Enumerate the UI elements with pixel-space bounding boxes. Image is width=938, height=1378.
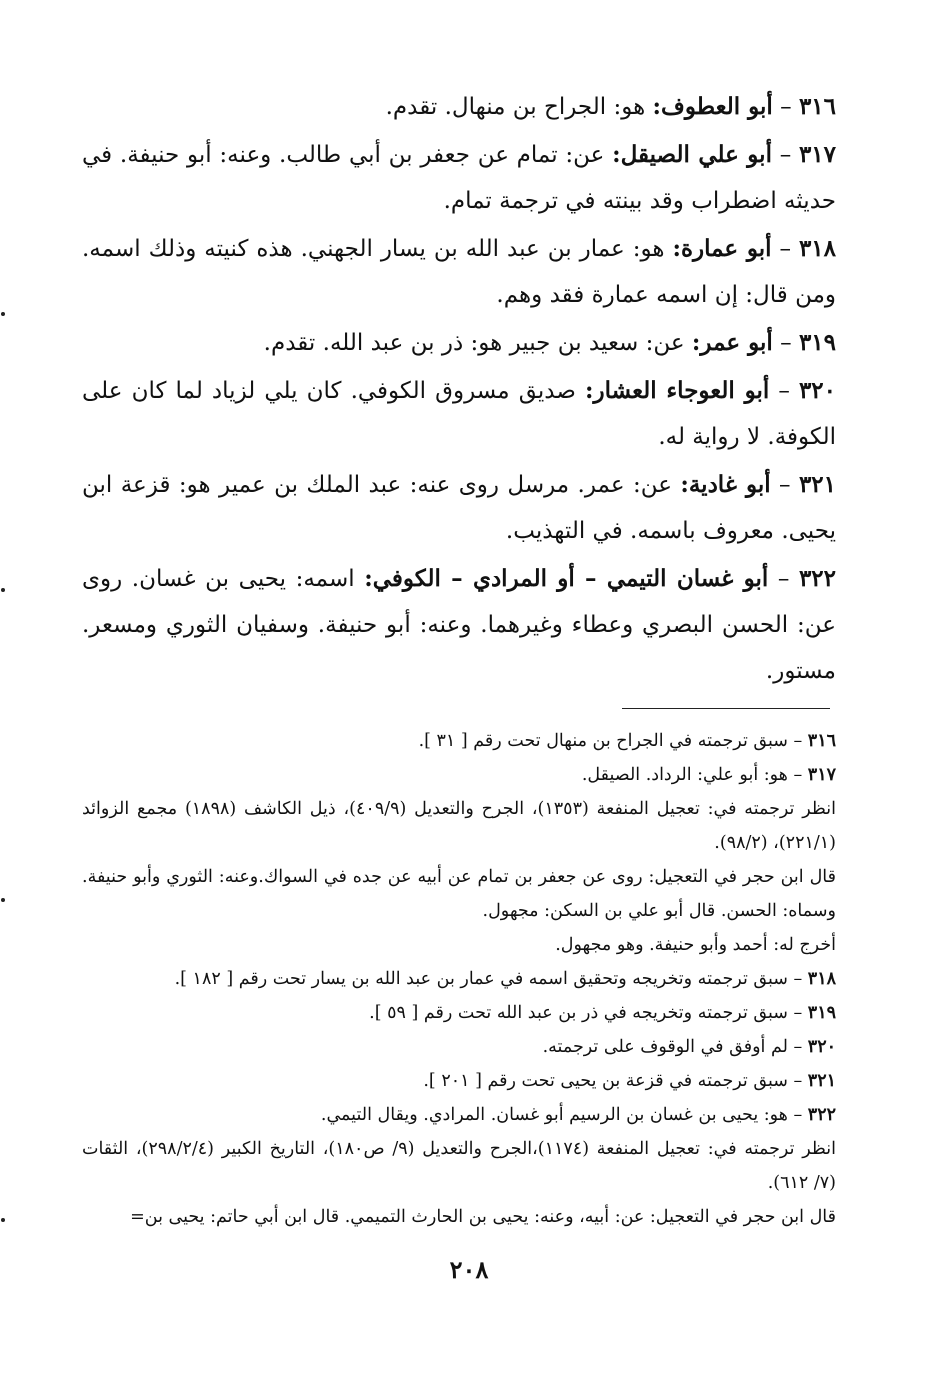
footnote (82, 1030, 836, 1064)
entry-318 (82, 226, 836, 318)
entry-number: ٣٢٢ (798, 565, 836, 592)
entry-dash: – (769, 378, 799, 404)
footnote-separator (622, 708, 830, 709)
entry-name: أبو غسان التيمي – أو المرادي – الكوفي: (364, 565, 769, 592)
footnote-text: انظر ترجمته في: تعجيل المنفعة (١١٧٤)،الجرح والتعديل (٩/ ص١٨٠)، التاريخ الكبير (٢٩٨/٢/٤)، الثقات (٧/ ٦١٢). (82, 1139, 836, 1193)
entry-316 (82, 84, 836, 130)
footnote (82, 1132, 836, 1200)
footnote-text: – هو: يحيى بن غسان بن الرسيم أبو غسان. المرادي. ويقال التيمي. (320, 1105, 808, 1125)
entry-number: ٣١٨ (798, 235, 837, 262)
footnote-text: – سبق ترجمته وتخريجه في ذر بن عبد الله تحت رقم [ ٥٩ ]. (369, 1003, 808, 1023)
entry-dash: – (772, 94, 799, 120)
entry-number: ٣١٩ (798, 329, 836, 356)
footnote-number: ٣١٩ (807, 1003, 836, 1023)
entry-text: عن: سعيد بن جبير هو: ذر بن عبد الله. تقدم. (263, 330, 692, 356)
entry-number: ٣١٦ (798, 93, 836, 120)
footnote (82, 1200, 836, 1234)
entry-name: أبو غادية: (680, 471, 771, 498)
entry-number: ٣٢٠ (798, 377, 836, 404)
entry-name: أبو عمارة: (672, 235, 772, 262)
entry-number: ٣٢١ (798, 471, 837, 498)
entry-dash: – (768, 566, 799, 592)
entry-dash: – (772, 330, 799, 356)
entry-text: اسمه: يحيى بن غسان. روى عن: الحسن البصري وعطاء وغيرهما. وعنه: أبو حنيفة. وسفيان الثوري ومسعر. مستور. (82, 566, 836, 684)
footnote-number: ٣١٧ (807, 765, 836, 785)
entry-name: أبو العطوف: (652, 93, 773, 120)
entry-text: عن: عمر. مرسل روى عنه: عبد الملك بن عمير هو: قزعة ابن يحيى. معروف باسمه. في التهذيب. (82, 472, 836, 544)
entry-dash: – (771, 236, 799, 262)
scan-edge-mark (1, 1218, 5, 1222)
footnote-text: أخرج له: أحمد وأبو حنيفة. وهو مجهول. (555, 935, 836, 955)
footnote-text: – هو: أبو علي: الرداد. الصيقل. (581, 765, 808, 785)
scan-edge-mark (1, 898, 5, 902)
footnote (82, 860, 836, 928)
footnote (82, 758, 836, 792)
footnotes (82, 724, 836, 1234)
entry-320 (82, 368, 836, 460)
entry-text: عن: تمام عن جعفر بن أبي طالب. وعنه: أبو حنيفة. في حديثه اضطراب وقد بينته في ترجمة تمام. (82, 142, 836, 214)
entry-text: صديق مسروق الكوفي. كان يلي لزياد لما كان على الكوفة. لا رواية له. (82, 378, 836, 450)
entry-text: هو: عمار بن عبد الله بن يسار الجهني. هذه كنيته وذلك اسمه. ومن قال: إن اسمه عمارة فقد وهم. (82, 236, 836, 308)
entry-319 (82, 320, 836, 366)
entry-dash: – (770, 472, 799, 498)
scan-edge-mark (1, 588, 5, 592)
entry-text: هو: الجراح بن منهال. تقدم. (385, 94, 653, 120)
footnote (82, 1064, 836, 1098)
footnote-text: – لم أوفق في الوقوف على ترجمته. (542, 1037, 808, 1057)
footnote-text: قال ابن حجر في التعجيل: روى عن جعفر بن تمام عن أبيه عن جده في السواك.وعنه: الثوري وأبو حنيفة. وسماه: الحسن. قال أبو علي بن السكن: مجهول. (82, 867, 836, 921)
entry-321 (82, 462, 836, 554)
footnote (82, 928, 836, 962)
footnote (82, 1098, 836, 1132)
footnote-text: انظر ترجمته في: تعجيل المنفعة (١٣٥٣)، الجرح والتعديل (٤٠٩/٩)، ذيل الكاشف (١٨٩٨) مجمع الزوائد (٢٢١/١)، (٩٨/٢). (82, 799, 836, 853)
footnote-text: قال ابن حجر في التعجيل: عن: أبيه، وعنه: يحيى بن الحارث التميمي. قال ابن أبي حاتم: يحيى بن= (130, 1207, 836, 1227)
scan-edge-mark (1, 312, 5, 316)
footnote (82, 996, 836, 1030)
footnote-text: – سبق ترجمته في قزعة بن يحيى تحت رقم [ ٢٠١ ]. (423, 1071, 808, 1091)
main-text (82, 84, 836, 696)
entry-dash: – (771, 142, 799, 168)
footnote (82, 962, 836, 996)
footnote-text: – سبق ترجمته في الجراح بن منهال تحت رقم [ ٣١ ]. (418, 731, 808, 751)
entry-name: أبو العوجاء العشار: (584, 377, 770, 404)
entry-317 (82, 132, 836, 224)
footnote-number: ٣٢٠ (807, 1037, 836, 1057)
footnote-number: ٣٢٢ (807, 1105, 836, 1125)
footnote-text: – سبق ترجمته وتخريجه وتحقيق اسمه في عمار بن عبد الله بن يسار تحت رقم [ ١٨٢ ]. (174, 969, 808, 989)
footnote-number: ٣١٨ (807, 969, 836, 989)
footnote (82, 792, 836, 860)
entry-name: أبو عمر: (691, 329, 773, 356)
entry-number: ٣١٧ (798, 141, 837, 168)
entry-322 (82, 556, 836, 694)
footnote-number: ٣١٦ (807, 731, 836, 751)
footnote-number: ٣٢١ (807, 1071, 836, 1091)
footnote (82, 724, 836, 758)
entry-name: أبو علي الصيقل: (612, 141, 772, 168)
page-number: ٢٠٨ (449, 1255, 489, 1284)
